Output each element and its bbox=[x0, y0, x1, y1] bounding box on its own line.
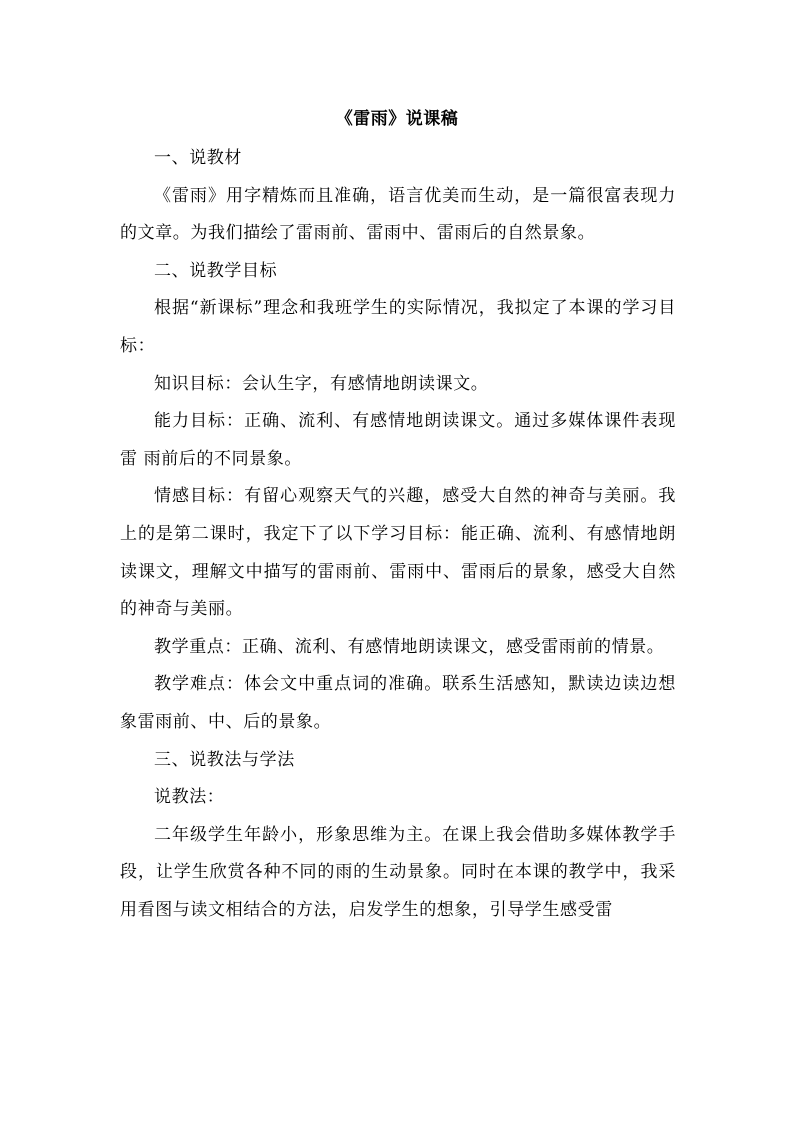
paragraph-emotion-goal: 情感目标：有留心观察天气的兴趣，感受大自然的神奇与美丽。我上的是第二课时，我定下了以下学习目标：能正确、流利、有感情地朗读课文，理解文中描写的雷雨前、雷雨中、雷雨后的景象，感受大自然的神奇与美丽。 bbox=[120, 486, 676, 620]
document-body bbox=[120, 140, 676, 929]
subheading-teaching-method: 说教法： bbox=[154, 787, 225, 808]
paragraph-key-point: 教学重点：正确、流利、有感情地朗读课文，感受雷雨前的情景。 bbox=[154, 636, 665, 657]
paragraph-textbook-intro: 《雷雨》用字精炼而且准确，语言优美而生动，是一篇很富表现力的文章。为我们描绘了雷雨前、雷雨中、雷雨后的自然景象。 bbox=[120, 185, 676, 244]
paragraph-goals-intro: 根据“新课标”理念和我班学生的实际情况，我拟定了本课的学习目标： bbox=[120, 298, 676, 356]
paragraph-knowledge-goal: 知识目标：会认生字，有感情地朗读课文。 bbox=[154, 373, 489, 394]
section-heading-goals: 二、说教学目标 bbox=[154, 260, 278, 281]
paragraph-ability-goal: 能力目标：正确、流利、有感情地朗读课文。通过多媒体课件表现雷 雨前后的不同景象。 bbox=[120, 411, 676, 469]
paragraph-teaching-method: 二年级学生年龄小，形象思维为主。在课上我会借助多媒体教学手段，让学生欣赏各种不同的雨的生动景象。同时在本课的教学中，我采用看图与读文相结合的方法，启发学生的想象，引导学生感受雷 bbox=[120, 824, 676, 920]
section-heading-methods: 三、说教法与学法 bbox=[154, 749, 295, 770]
section-heading-textbook: 一、说教材 bbox=[154, 148, 242, 168]
paragraph-difficult-point: 教学难点：体会文中重点词的准确。联系生活感知，默读边读边想象雷雨前、中、后的景象。 bbox=[120, 674, 676, 732]
document-title: 《雷雨》说课稿 bbox=[335, 109, 459, 129]
